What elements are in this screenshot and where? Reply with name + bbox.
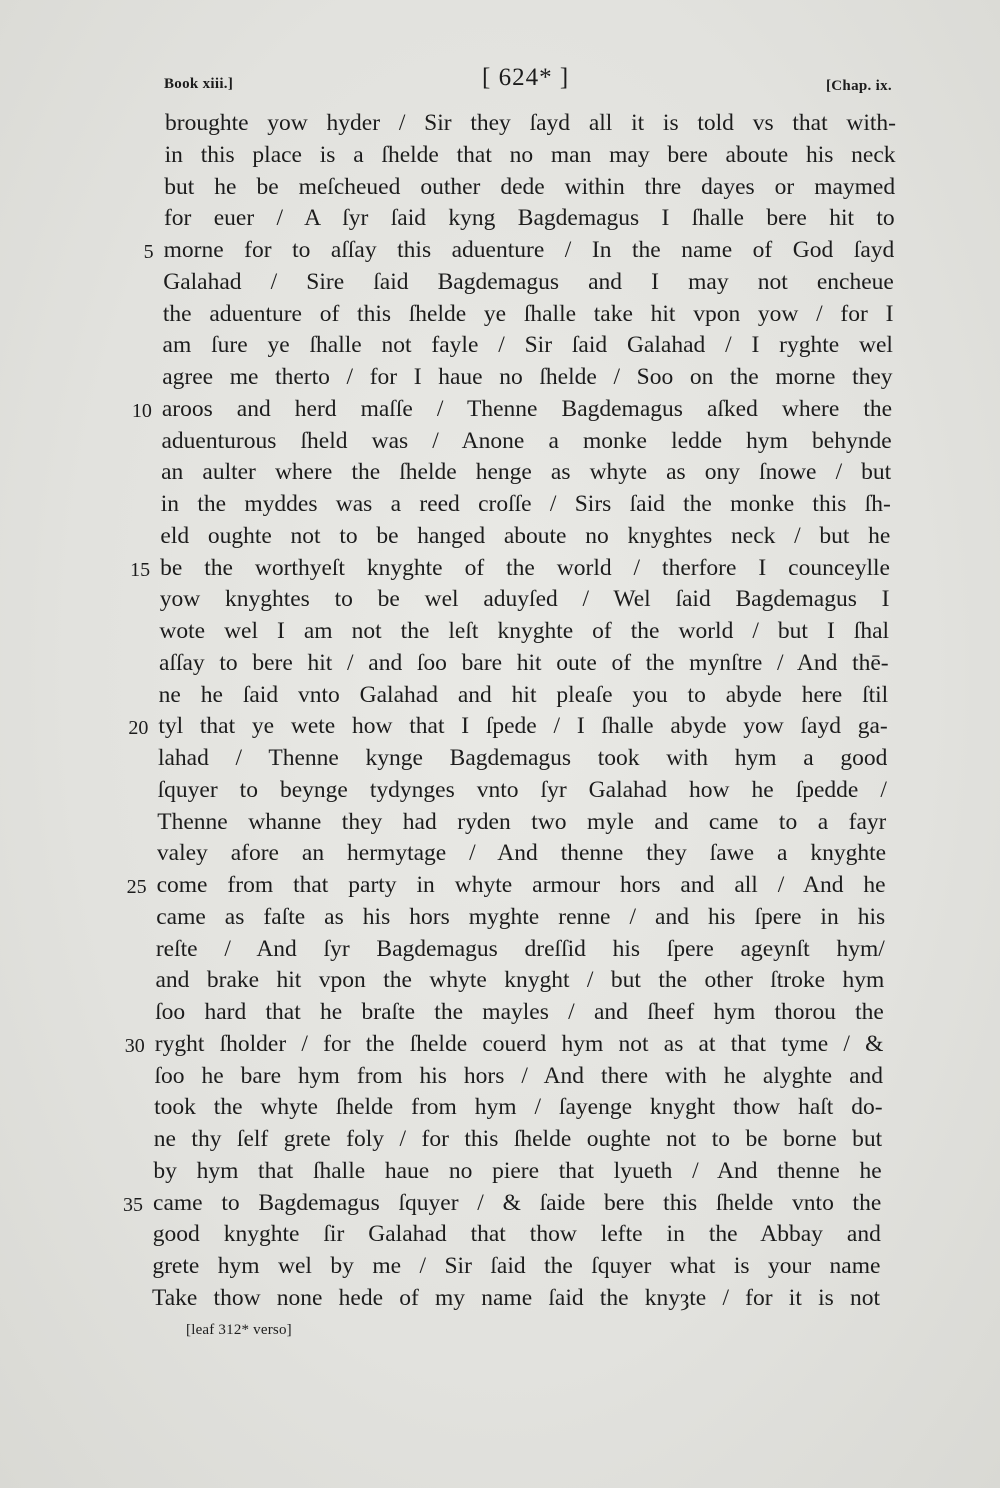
line-text: aſſay to bere hit / and ſoo bare hit oute of the mynſtre / And thē- <box>159 649 889 676</box>
text-line <box>0 965 1000 997</box>
line-text: ryght ſholder / for the ſhelde couerd hym not as at that tyme / & <box>154 1030 884 1057</box>
line-text: wote wel I am not the leſt knyghte of the world / but I ſhal <box>159 618 890 644</box>
text-line <box>0 235 1000 267</box>
text-line <box>0 1092 1000 1124</box>
line-number: 10 <box>131 399 152 422</box>
line-number: 5 <box>143 241 154 263</box>
line-text: ne thy ſelf grete foly / for this ſhelde oughte not to be borne but <box>153 1126 883 1152</box>
line-text: Galahad / Sire ſaid Bagdemagus and I may not encheue <box>163 268 894 295</box>
line-text: in this place is a ſhelde that no man may bere aboute his neck <box>164 141 896 168</box>
text-line <box>0 1219 1000 1251</box>
line-text: ſquyer to beynge tydynges vnto ſyr Galahad how he ſpedde / <box>157 776 887 803</box>
line-text: came to Bagdemagus ſquyer / & ſaide bere this ſhelde vnto the <box>153 1189 882 1216</box>
text-line <box>0 1251 1000 1283</box>
book-number: Book xiii.] <box>164 76 234 92</box>
text-line <box>0 838 1000 870</box>
line-text: took the whyte ſhelde from hym / ſayenge knyght thow haſt do- <box>154 1094 883 1121</box>
line-number: 25 <box>126 876 147 898</box>
text-line <box>0 1188 1000 1220</box>
text-line <box>0 362 1000 394</box>
text-line <box>0 108 1000 140</box>
main-text <box>0 108 1000 1315</box>
line-text: be the worthyeſt knyghte of the world / therfore I counceylle <box>160 554 890 581</box>
line-text: an aulter where the ſhelde henge as whyte as ony ſnowe / but <box>161 459 892 486</box>
text-line <box>0 934 1000 966</box>
text-line <box>0 807 1000 839</box>
text-line <box>0 553 1000 585</box>
text-line <box>0 997 1000 1029</box>
text-line <box>0 172 1000 204</box>
text-line <box>0 870 1000 902</box>
text-line <box>0 743 1000 775</box>
text-line <box>0 680 1000 712</box>
page-number: [ 624* ] <box>482 64 570 91</box>
line-text: ne he ſaid vnto Galahad and hit pleaſe you to abyde here ſtil <box>158 681 889 708</box>
line-text: valey afore an hermytage / And thenne they ſawe a knyghte <box>156 840 887 867</box>
text-line <box>0 1283 1000 1315</box>
line-number: 20 <box>128 717 149 740</box>
text-line <box>0 711 1000 743</box>
line-number: 30 <box>124 1034 145 1057</box>
line-text: by hym that ſhalle haue no piere that lyueth / And thenne he <box>153 1157 882 1184</box>
line-text: aroos and herd maſſe / Thenne Bagdemagus aſked where the <box>161 395 893 422</box>
text-line <box>0 521 1000 553</box>
text-line <box>0 1156 1000 1188</box>
line-text: and brake hit vpon the whyte knyght / but the other ſtroke hym <box>155 967 885 994</box>
line-text: tyl that ye wete how that I ſpede / I ſhalle abyde yow ſayd ga- <box>158 713 888 740</box>
line-text: for euer / A ſyr ſaid kyng Bagdemagus I ſhalle bere hit to <box>163 205 895 232</box>
running-header <box>0 62 1000 102</box>
line-text: come from that party in whyte armour hors and all / And he <box>156 872 886 898</box>
line-text: in the myddes was a reed croſſe / Sirs ſaid the monke this ſh- <box>160 491 891 517</box>
line-text: good knyghte ſir Galahad that thow lefte in the Abbay and <box>152 1221 881 1248</box>
text-line <box>0 775 1000 807</box>
line-text: grete hym wel by me / Sir ſaid the ſquyer what is your name <box>152 1253 881 1279</box>
text-line <box>0 616 1000 648</box>
line-text: yow knyghtes to be wel aduyſed / Wel ſaid Bagdemagus I <box>159 586 890 613</box>
line-text: aduenturous ſheld was / Anone a monke ledde hym behynde <box>161 427 892 454</box>
line-number: 35 <box>123 1193 144 1216</box>
line-text: eld oughte not to be hanged aboute no knyghtes neck / but he <box>160 522 891 549</box>
line-text: am ſure ye ſhalle not fayle / Sir ſaid Galahad / I ryghte wel <box>162 332 893 359</box>
text-line <box>0 489 1000 521</box>
line-text: but he be meſcheued outher dede within thre dayes or maymed <box>164 173 896 200</box>
line-text: the aduenture of this ſhelde ye ſhalle take hit vpon yow / for I <box>162 300 894 327</box>
text-line <box>0 648 1000 680</box>
text-line <box>0 584 1000 616</box>
text-line <box>0 457 1000 489</box>
line-text: Thenne whanne they had ryden two myle and came to a fayr <box>157 808 887 835</box>
line-text: agree me therto / for I haue no ſhelde / Soo on the morne they <box>162 364 893 390</box>
text-line <box>0 426 1000 458</box>
text-line <box>0 299 1000 331</box>
line-text: ſoo hard that he braſte the mayles / and ſheef hym thorou the <box>155 999 884 1025</box>
line-text: ſoo he bare hym from his hors / And there with he alyghte and <box>154 1062 884 1089</box>
line-text: reſte / And ſyr Bagdemagus dreſſid his ſpere ageynſt hym/ <box>155 935 885 962</box>
line-text: lahad / Thenne kynge Bagdemagus took with hym a good <box>157 745 888 771</box>
line-number: 15 <box>130 558 151 581</box>
text-line <box>0 203 1000 235</box>
text-line <box>0 1029 1000 1061</box>
text-line <box>0 140 1000 172</box>
text-line <box>0 394 1000 426</box>
leaf-note: [leaf 312* verso] <box>186 1322 292 1338</box>
text-line <box>0 902 1000 934</box>
line-text: Take thow none hede of my name ſaid the knyȝte / for it is not <box>152 1284 880 1311</box>
line-text: morne for to aſſay this aduenture / In the name of God ſayd <box>163 237 895 263</box>
line-text: broughte yow hyder / Sir they ſayd all it is told vs that with- <box>165 110 896 136</box>
text-line <box>0 1124 1000 1156</box>
line-text: came as faſte as his hors myghte renne / and his ſpere in his <box>156 903 886 930</box>
text-line <box>0 1061 1000 1093</box>
chapter-number: [Chap. ix. <box>826 78 892 94</box>
text-line <box>0 330 1000 362</box>
text-line <box>0 267 1000 299</box>
